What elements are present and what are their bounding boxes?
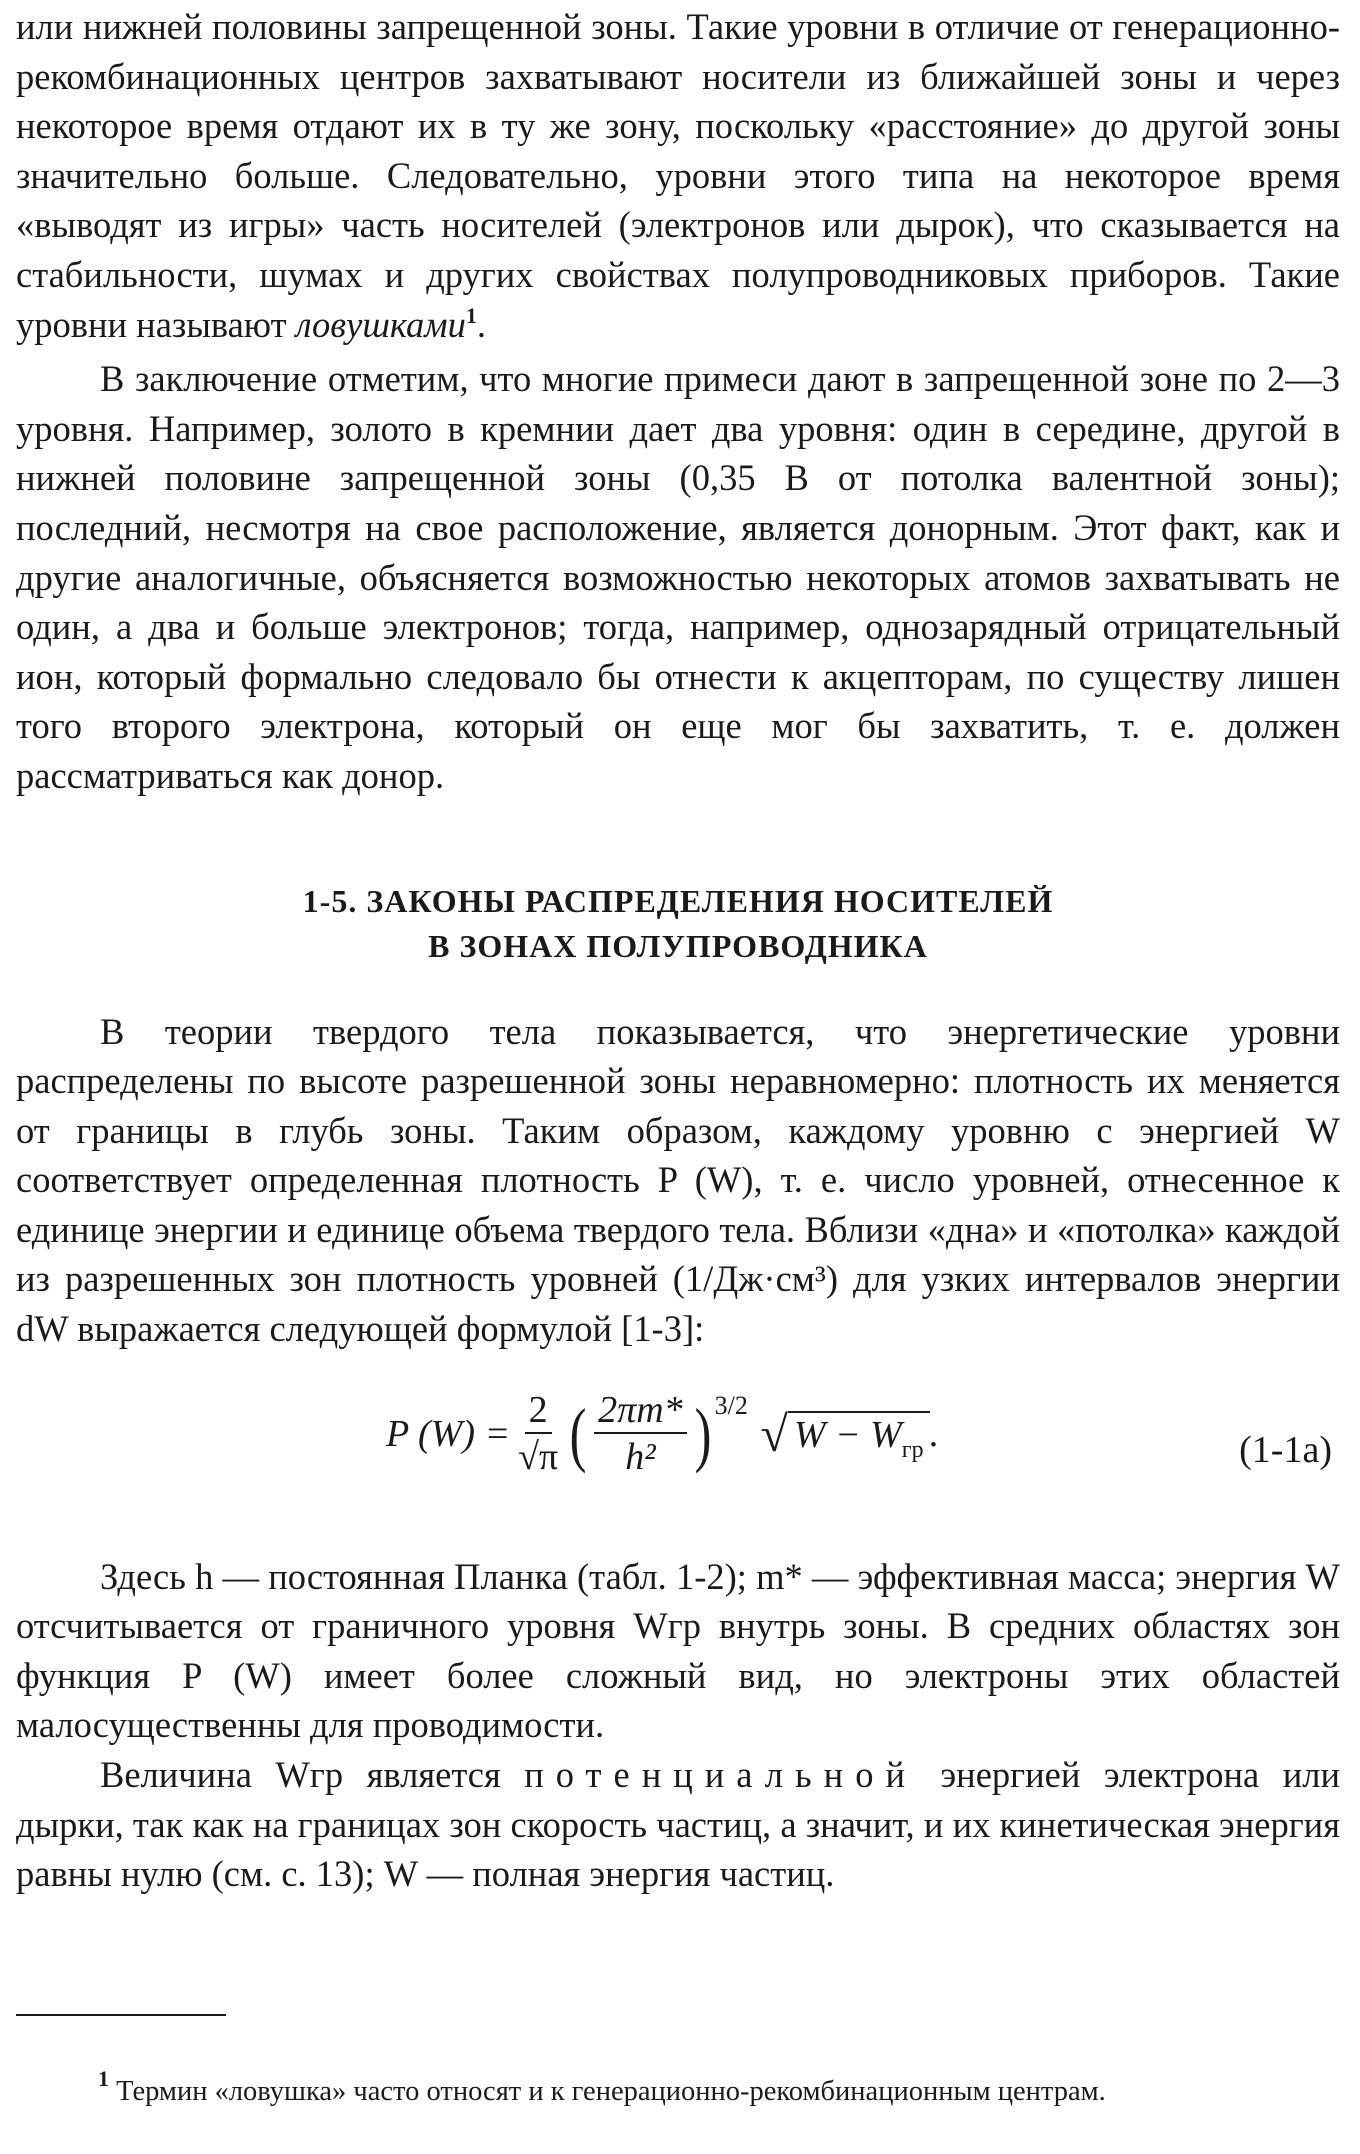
paragraph-conclusion: В заключение отметим, что многие примеси дают в запрещенной зоне по 2—3 уровня. Например, золото в кремнии дает два уровня: один в середине, другой в нижней половине запрещенной зоны (0,35 В от потолка валентной зоны); последний, несмотря на свое расположение, является донорным. Этот факт, как и другие аналогичные, объясняется возможностью некоторых атомов захватывать не один, а два и больше электронов; тогда, например, однозарядный отрицательный ион, который формально следовало бы отнести к акцепторам, по существу лишен того второго электрона, который он еще мог бы захватить, т. е. должен рассматриваться как донор. (16, 358, 1340, 796)
formula-lhs: P (W) = (386, 1412, 511, 1455)
formula-number: (1-1а) (1239, 1428, 1332, 1471)
paragraph-potential-end: энергией электрона или дырки, так как на границах зон скорость частиц, а значит, и их кинетическая энергия равны нулю (см. с. 13); W — полная энергия частиц. (16, 1754, 1340, 1895)
footnote-marker: 1 (465, 302, 477, 328)
formula-fraction-1 (514, 1388, 562, 1480)
formula-fraction-2-denominator: h² (625, 1435, 656, 1478)
formula-right-paren: ) (694, 1393, 712, 1474)
formula-left-paren: ( (569, 1393, 587, 1474)
section-heading (16, 879, 1340, 969)
paragraph-potential-energy (16, 1750, 1340, 1899)
formula-fraction-2-numerator: 2πm* (594, 1388, 686, 1434)
paragraph-planck: Здесь h — постоянная Планка (табл. 1-2); m* — эффективная масса; энергия W отсчитывается от граничного уровня Wгр внутрь зоны. В средних областях зон функция P (W) имеет более сложный вид, но электроны этих областей малосущественны для проводимости. (16, 1555, 1340, 1746)
formula-sqrt-text: W − W (793, 1413, 902, 1456)
formula-sqrt-body (788, 1411, 930, 1463)
formula-expression (386, 1388, 939, 1480)
paragraph-traps (16, 2, 1340, 354)
term-traps: ловушками (295, 303, 466, 345)
formula-1-1a (16, 1384, 1340, 1524)
formula-fraction-2 (594, 1388, 686, 1480)
formula-sqrt-subscript: гр (901, 1436, 924, 1463)
paragraph-traps-text: или нижней половины запрещенной зоны. Такие уровни в отличие от генерационно-рекомбинационных центров захватывают носители из ближайшей зоны и через некоторое время отдают их в ту же зону, поскольку «расстояние» до другой зоны значительно больше. Следовательно, уровни этого типа на некоторое время «выводят из игры» часть носителей (электронов или дырок), что сказывается на стабильности, шумах и других свойствах полупроводниковых приборов. Такие уровни называют (16, 6, 1340, 345)
section-heading-line2: В ЗОНАХ ПОЛУПРОВОДНИКА (428, 927, 928, 964)
formula-sqrt-sign: √ (747, 1405, 788, 1462)
section-heading-line1: 1-5. ЗАКОНЫ РАСПРЕДЕЛЕНИЯ НОСИТЕЛЕЙ (302, 882, 1054, 919)
footnote (16, 2065, 1340, 2112)
paragraph-potential-start: Величина Wгр является (100, 1754, 525, 1796)
footnote-number: 1 (98, 2065, 109, 2091)
term-potential: потенциальной (524, 1754, 917, 1796)
formula-fraction-1-numerator: 2 (525, 1388, 552, 1434)
paragraph-traps-end: . (476, 303, 486, 345)
paragraph-theory: В теории твердого тела показывается, что энергетические уровни распределены по высоте разрешенной зоны неравномерно: плотность их меняется от границы в глубь зоны. Таким образом, каждому уровню с энергией W соответствует определенная плотность P (W), т. е. число уровней, отнесенное к единице энергии и единице объема твердого тела. Вблизи «дна» и «потолка» каждой из разрешенных зон плотность уровней (1/Дж·см³) для узких интервалов энергии dW выражается следующей формулой [1-3]: (16, 1010, 1340, 1350)
formula-fraction-1-denominator: √π (518, 1435, 559, 1478)
footnote-divider (16, 2014, 226, 2016)
footnote-text: Термин «ловушка» часто относят и к генерационно-рекомбинационным центрам. (109, 2075, 1106, 2107)
formula-tail: . (929, 1412, 940, 1455)
formula-exponent: 3/2 (714, 1390, 748, 1420)
